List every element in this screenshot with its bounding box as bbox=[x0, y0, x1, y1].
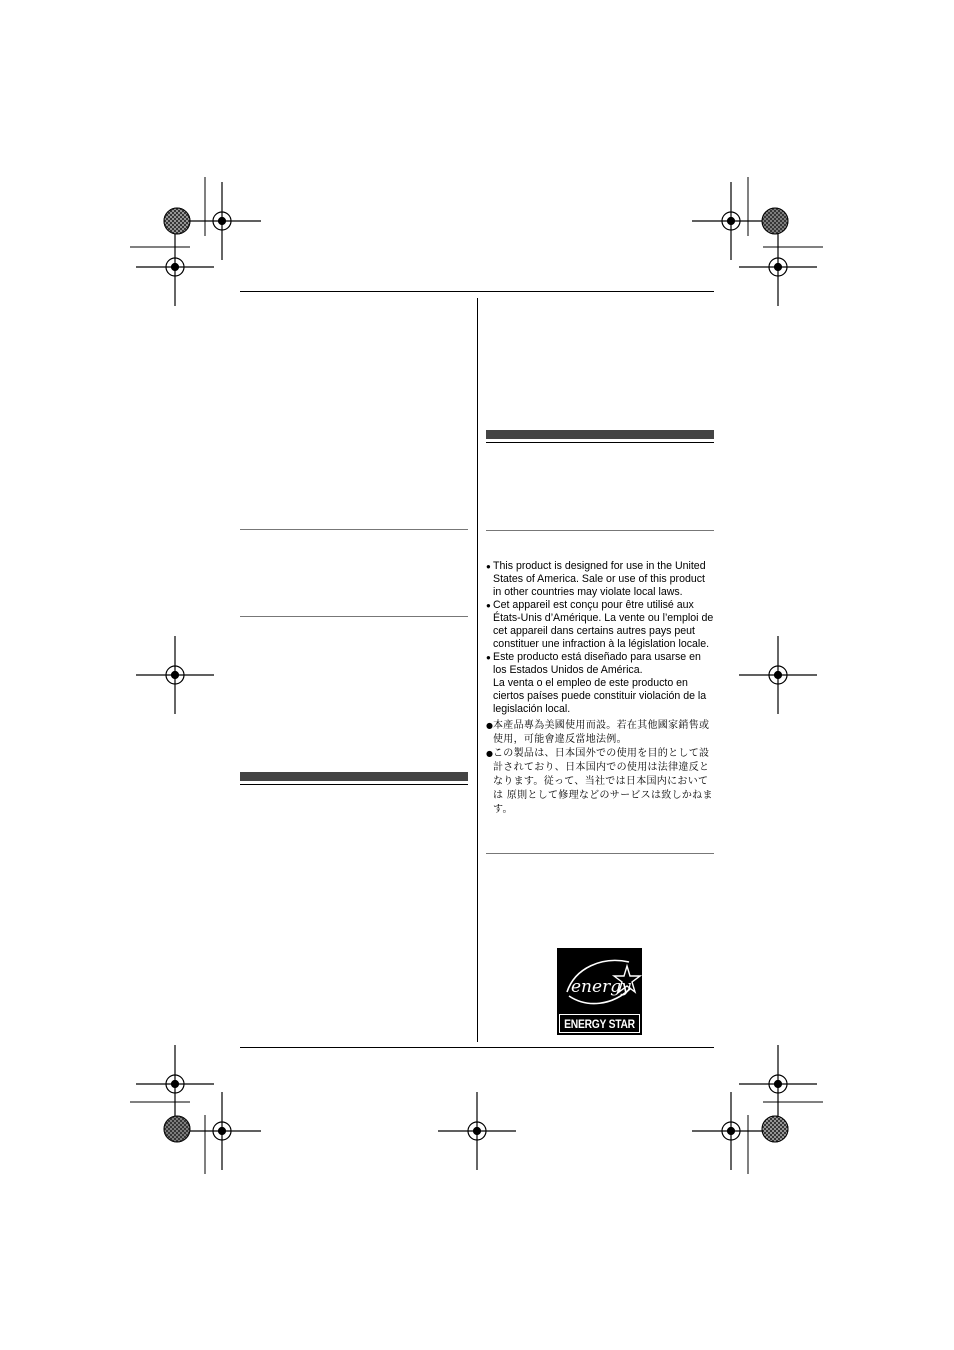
notice-text: この製品は、日本国外での使用を目的として設計されており、日本国内での使用は法律違反となります。従って、当社では日本国内においては 原則として修理などのサービスは致しかねます。 bbox=[493, 748, 713, 815]
notice-text: Este producto está diseñado para usarse en los Estados Unidos de América. bbox=[493, 651, 701, 676]
logo-caption: ENERGY STAR bbox=[564, 1017, 635, 1031]
crop-lines bbox=[130, 177, 823, 1174]
notice-text-continued: La venta o el empleo de este producto en ciertos países puede constituir violación de la legislación local. bbox=[493, 677, 707, 715]
bullet-icon: ● bbox=[486, 562, 491, 571]
notice-text: This product is designed for use in the United States of America. Sale or use of this product in other countries may violate local laws. bbox=[493, 560, 706, 598]
bullet-icon: ● bbox=[486, 749, 494, 758]
bullet-icon: ● bbox=[486, 601, 491, 610]
energy-script-word: energy bbox=[571, 977, 631, 997]
notice-text: 本產品專為美國使用而設。若在其他國家銷售或使用，可能會違反當地法例。 bbox=[493, 720, 710, 745]
registration-target-icon bbox=[136, 182, 817, 1170]
color-wheel-icon bbox=[164, 208, 788, 1142]
bullet-icon: ● bbox=[486, 721, 494, 730]
notice-text: Cet appareil est conçu pour être utilisé aux États-Unis d’Amérique. La vente ou l’emploi de cet appareil dans certains autres pays peut constituer une infraction à la législation locale. bbox=[493, 599, 714, 650]
bullet-icon: ● bbox=[486, 653, 491, 662]
